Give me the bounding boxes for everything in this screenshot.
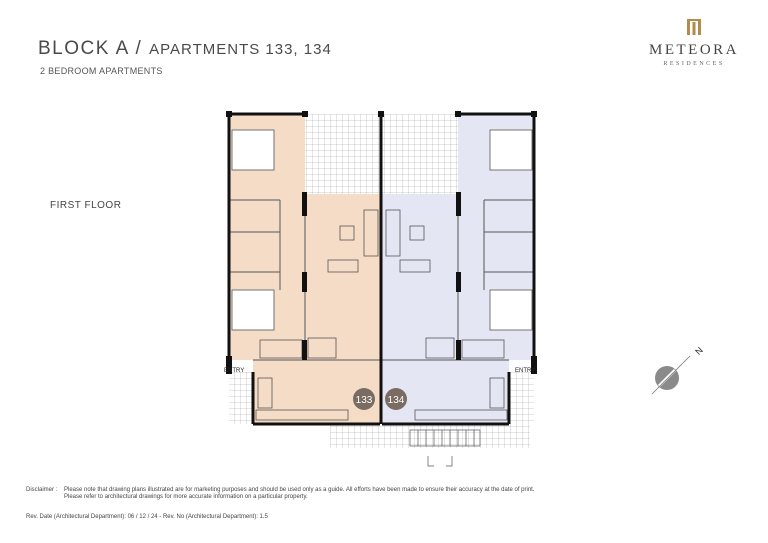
logo-tagline: RESIDENCES: [663, 61, 725, 67]
unit-number-133: 133: [355, 395, 373, 406]
title-apartments: APARTMENTS 133, 134: [149, 41, 332, 58]
unit-number-134: 134: [387, 395, 405, 406]
north-arrow-icon: [652, 345, 705, 394]
entry-label-left: ENTRY: [224, 368, 245, 374]
unit-badge-133: [353, 388, 375, 410]
logo-brand: METEORA: [649, 42, 739, 58]
unit-badge-134: [385, 388, 407, 410]
entry-label-right: ENTRY: [515, 368, 536, 374]
floor-label: FIRST FLOOR: [50, 200, 122, 211]
disclaimer-line-1: Please note that drawing plans illustrated are for marketing purposes and should be used only as a guide. All efforts have been made to ensure their accuracy at the date of print.: [64, 487, 535, 493]
page-subtitle: 2 BEDROOM APARTMENTS: [40, 66, 163, 76]
disclaimer-line-2: Please refer to architectural drawings for more accurate information on a particular property.: [64, 494, 308, 500]
title-block: BLOCK A /: [38, 38, 150, 59]
north-label: N: [693, 345, 705, 357]
revision-note: Rev. Date (Architectural Department): 06 / 12 / 24 - Rev. No (Architectural Department): 1.5: [26, 514, 268, 520]
disclaimer-label: Disclaimer :: [26, 487, 58, 493]
